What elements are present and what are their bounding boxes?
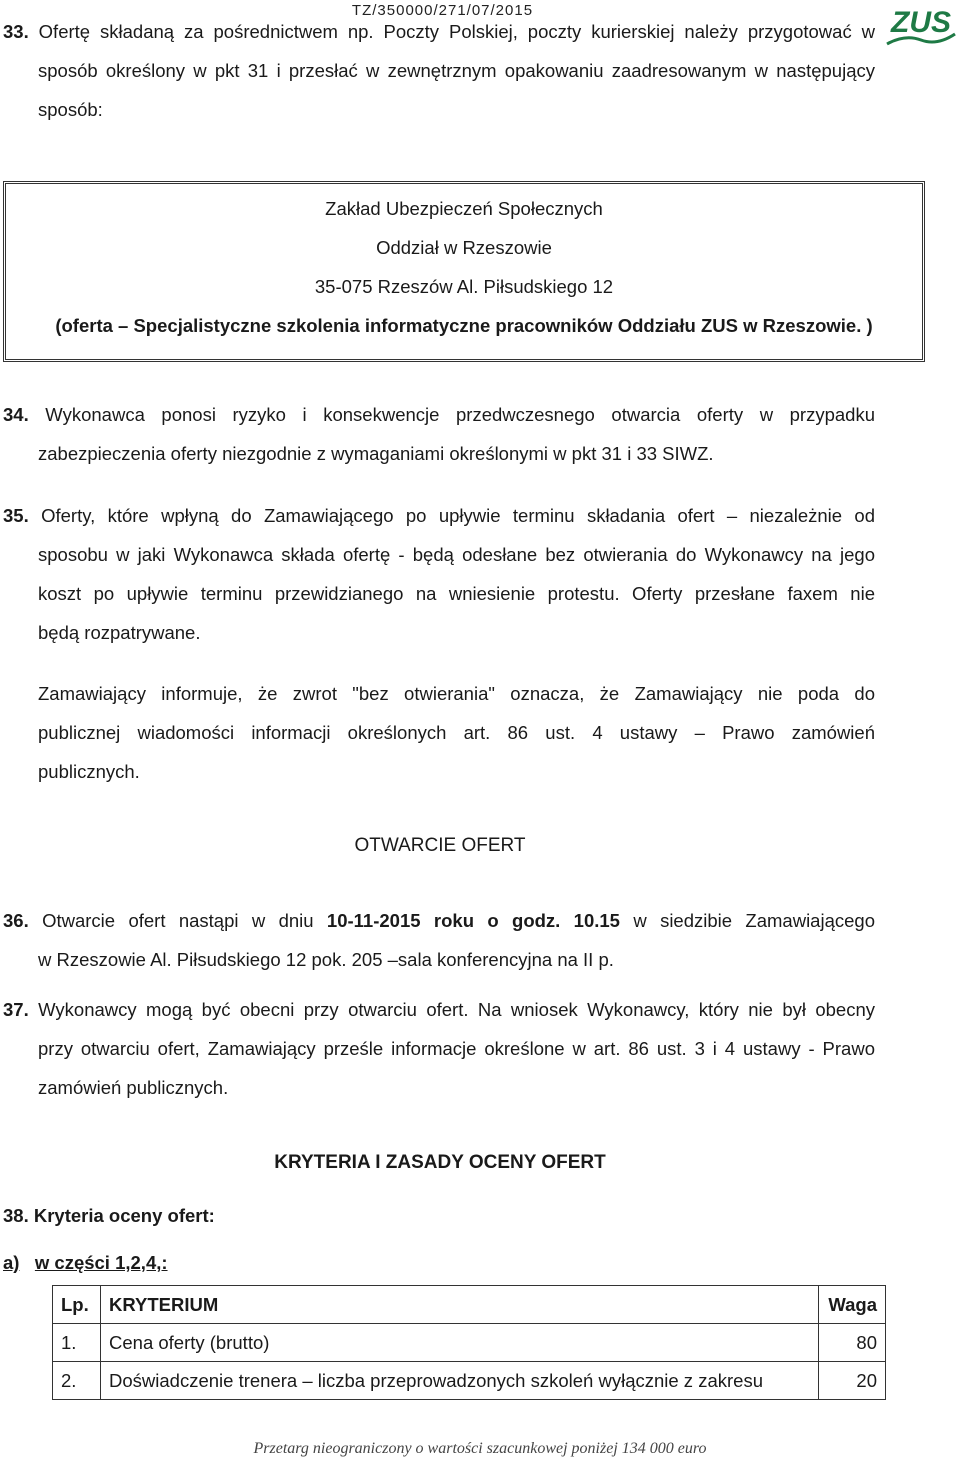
p37-number: 37. [3,999,29,1020]
p36-date: 10-11-2015 roku o godz. 10.15 [326,910,620,931]
p37-line-2: przy otwarciu ofert, Zamawiający prześle informacje określone w art. 86 ust. 3 i 4 ustawy - Prawo [38,1038,875,1059]
row-criterion: Doświadczenie trenera – liczba przeprowadzonych szkoleń wyłącznie z zakresu [101,1362,819,1400]
address-line-3: 35-075 Rzeszów Al. Piłsudskiego 12 [314,276,614,297]
header-kryterium: KRYTERIUM [101,1286,819,1324]
page-footer: Przetarg nieograniczony o wartości szacunkowej poniżej 134 000 euro [253,1440,707,1457]
header-lp: Lp. [53,1286,101,1324]
p33-line-1: 33. Ofertę składaną za pośrednictwem np. Poczty Polskiej, poczty kurierskiej należy przygotować w [3,21,875,42]
p36-line-2: w Rzeszowie Al. Piłsudskiego 12 pok. 205 –sala konferencyjna na II p. [38,949,614,970]
table-row [53,1362,886,1400]
p37-line-1: 37. Wykonawcy mogą być obecni przy otwarciu ofert. Na wniosek Wykonawcy, który nie był obecny [3,999,875,1020]
heading-kryteria: KRYTERIA I ZASADY OCENY OFERT [274,1152,606,1173]
p34-number: 34. [3,404,29,425]
p35-line-4: będą rozpatrywane. [38,622,201,643]
p35-line-1: 35. Oferty, które wpłyną do Zamawiającego po upływie terminu składania ofert – niezależnie od [3,505,875,526]
table-header-row [53,1286,886,1324]
info-line-2: publicznej wiadomości informacji określonych art. 86 ust. 4 ustawy – Prawo zamówień [38,722,875,743]
address-line-4: (oferta – Specjalistyczne szkolenia informatyczne pracowników Oddziału ZUS w Rzeszowie. ) [55,315,873,336]
subpoint-a-letter: a) [3,1252,20,1273]
row-lp: 2. [53,1362,101,1400]
row-weight: 20 [819,1362,886,1400]
info-line-1: Zamawiający informuje, że zwrot "bez otwierania" oznacza, że Zamawiający nie poda do [38,683,875,704]
logo-text: ZUS [891,6,951,39]
p33-line-3: sposób: [38,99,103,120]
p36-line-1: 36. Otwarcie ofert nastąpi w dniu 10-11-2015 roku o godz. 10.15 w siedzibie Zamawiającego [3,910,875,931]
p34-line-1: 34. Wykonawca ponosi ryzyko i konsekwencje przedwczesnego otwarcia oferty w przypadku [3,404,875,425]
address-line-1: Zakład Ubezpieczeń Społecznych [325,198,603,219]
p38: 38. Kryteria oceny ofert: [3,1205,215,1226]
row-criterion: Cena oferty (brutto) [101,1324,819,1362]
p33-line-2: sposób określony w pkt 31 i przesłać w zewnętrznym opakowaniu zaadresowanym w następujący [38,60,875,81]
heading-otwarcie-ofert: OTWARCIE OFERT [354,835,526,856]
criteria-table [52,1285,886,1400]
p38-number: 38. [3,1205,29,1226]
table-row [53,1324,886,1362]
p36-number: 36. [3,910,29,931]
row-lp: 1. [53,1324,101,1362]
header-waga: Waga [819,1286,886,1324]
document-id: TZ/350000/271/07/2015 [351,2,534,19]
p34-line-2: zabezpieczenia oferty niezgodnie z wymaganiami określonymi w pkt 31 i 33 SIWZ. [38,443,714,464]
p33-number: 33. [3,21,29,42]
p35-line-2: sposobu w jaki Wykonawca składa ofertę - będą odesłane bez otwierania do Wykonawcy na jego [38,544,875,565]
subpoint-a-text: w części 1,2,4,: [34,1252,168,1273]
row-weight: 80 [819,1324,886,1362]
zus-logo [885,4,957,50]
p35-number: 35. [3,505,29,526]
p37-line-3: zamówień publicznych. [38,1077,229,1098]
address-box [3,181,925,362]
subpoint-a [3,1244,840,1282]
address-line-2: Oddział w Rzeszowie [376,237,552,258]
info-line-3: publicznych. [38,761,140,782]
p35-line-3: koszt po upływie terminu przewidzianego na wniesienie protestu. Oferty przesłane faxem nie [38,583,875,604]
